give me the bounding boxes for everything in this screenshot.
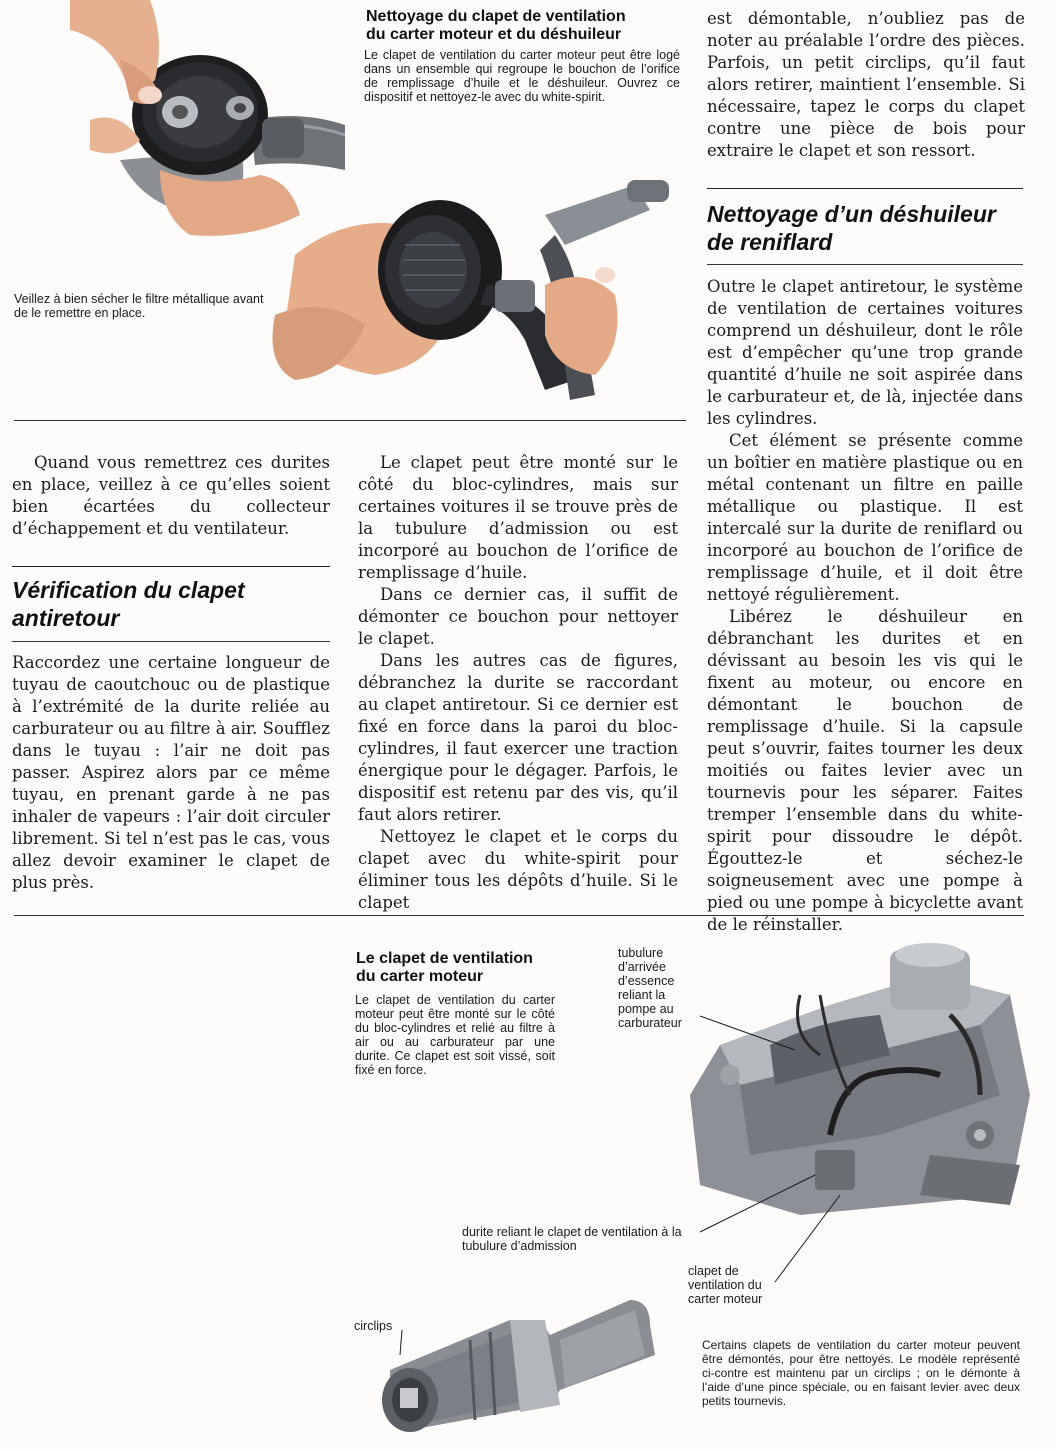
deshuileur-p2: Cet élément se présente comme un boîtier en matière plastique ou en métal contenant un filtre en paille métallique ou plastique. Il est intercalé sur la durite de reniflard ou incorporé au bouchon de l’orifice de remplissage d’huile, et il doit être nettoyé régulièrement. [707, 431, 1023, 604]
label-clapet: clapet de ventilation du carter moteur [688, 1264, 763, 1306]
left-body-text: Raccordez une certaine longueur de tuyau de caoutchouc ou de plastique à l’extrémité de la durite reliée au carburateur ou au filtre à air. Soufflez dans le tuyau : l’air ne doit pas passer. Aspirez alors par ce même tuyau, en prenant garde à ne pas inhaler de vapeurs : l’air doit circuler librement. Si tel n’est pas le cas, vous allez devoir examiner le clapet de plus près. [12, 653, 330, 892]
bottom-caption-body: Le clapet de ventilation du carter moteur peut être monté sur le côté du bloc-cylindres et relié au filtre à air ou au carburateur par une durite. Ce clapet est soit vissé, soit fixé en force. [355, 993, 555, 1077]
middle-p3: Dans les autres cas de figures, débranchez la durite se raccordant au clapet antiretour. Si ce dernier est fixé en force dans la paroi du bloc-cylindres, il faut exercer une traction énergique pour le dégager. Parfois, le dispositif est retenu par des vis, qu’il faut alors retirer. [358, 651, 678, 824]
top-left-caption: Veillez à bien sécher le filtre métallique avant de le remettre en place. [14, 292, 264, 320]
valve-illustration [370, 1280, 670, 1445]
label-durite: durite reliant le clapet de ventilation à la tubulure d’admission [462, 1225, 682, 1253]
top-caption-body: Le clapet de ventilation du carter moteur peut être logé dans un ensemble qui regroupe le bouchon de l’orifice de remplissage d’huile et le déshuileur. Ouvrez ce dispositif et nettoyez-le avec du white-spirit. [364, 48, 680, 104]
heading-deshuileur-line2: de reniflard [707, 229, 833, 255]
deshuileur-p1: Outre le clapet antiretour, le système de ventilation de certaines voitures comprend un déshuileur, dont le rôle est d’empêcher qu’une trop grande quantité d’huile ne soit aspirée dans le carburateur et, de là, injectée dans les cylindres. [707, 277, 1023, 428]
bottom-caption-title-line2: du carter moteur [356, 968, 484, 985]
heading-verification-line1: Vérification du clapet [12, 577, 245, 603]
label-circlips: circlips [354, 1319, 393, 1333]
heading-deshuileur-line1: Nettoyage d’un déshuileur [707, 201, 996, 227]
middle-p2: Dans ce dernier cas, il suffit de démonter ce bouchon pour nettoyer le clapet. [358, 585, 678, 648]
top-caption-title-line1: Nettoyage du clapet de ventilation [366, 8, 626, 25]
bottom-right-caption: Certains clapets de ventilation du carter moteur peuvent être démontés, pour être nettoyés. Le modèle représenté ci-contre est maintenu par un circlips ; on le démonte à l’aide d’une pince spéciale, ou en faisant levier avec deux petits tournevis. [702, 1338, 1020, 1408]
top-caption-title-line2: du carter moteur et du déshuileur [366, 26, 622, 43]
right-top-text: est démontable, n’oubliez pas de noter au préalable l’ordre des pièces. Parfois, un petit circlips, qu’il faut alors retirer, maintient l’ensemble. Si nécessaire, tapez le corps du clapet contre une pièce de bois pour extraire le clapet et son ressort. [707, 9, 1025, 160]
label-tubulure: tubulure d’arrivée d’essence reliant la pompe au carburateur [618, 946, 682, 1030]
middle-p4: Nettoyez le clapet et le corps du clapet avec du white-spirit pour éliminer tous les dépôts d’huile. Si le clapet [358, 827, 678, 912]
deshuileur-p3: Libérez le déshuileur en débranchant les durites et en dévissant au besoin les vis qui le fixent au moteur, ou encore en démontant le bouchon de remplissage d’huile. Si la capsule peut s’ouvrir, faites tourner les deux moitiés ou faites levier avec un tournevis pour les séparer. Faites tremper l’ensemble dans du white-spirit pour dissoudre le dépôt. Égouttez-le et séchez-le soigneusement avec une pompe à pied ou une pompe à bicyclette avant de le réinstaller. [707, 607, 1023, 934]
left-intro-text: Quand vous remettrez ces durites en place, veillez à ce qu’elles soient bien écartées du collecteur d’échappement et du ventilateur. [12, 453, 330, 538]
middle-p1: Le clapet peut être monté sur le côté du bloc-cylindres, mais sur certaines voitures il se trouve près de la tubulure d’admission ou est incorporé au bouchon de l’orifice de remplissage d’huile. [358, 453, 678, 582]
heading-verification-line2: antiretour [12, 605, 120, 631]
bottom-caption-title-line1: Le clapet de ventilation [356, 950, 533, 967]
